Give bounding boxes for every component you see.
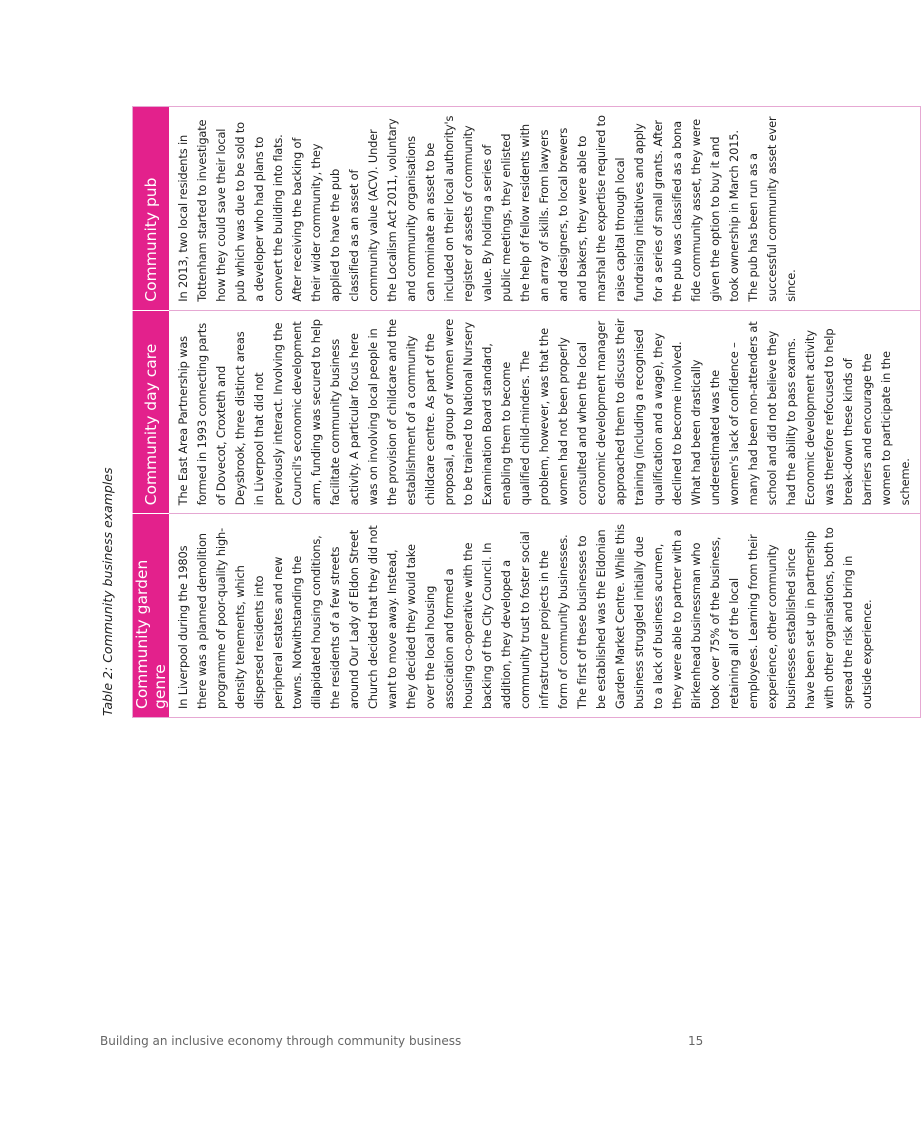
table-row (169, 107, 921, 718)
cell-community-day-care: The East Area Partnership was formed in 1993 connecting parts of Dovecot, Croxteth and Deysbrook, three distinct areas in Liverpool that did not previously interact. Involving the Council's economic development arm, funding was secured to help facilitate community business activity. A particular focus here was on involving local people in the provision of childcare and the establishment of a community childcare centre. As part of the proposal, a group of women were to be trained to National Nursery Examination Board standard, enabling them to become qualified child-minders. The problem, however, was that the women had not been properly consulted and when the local economic development manager approached them to discuss their training (including a recognised qualification and a wage), they declined to become involved. What had been drastically underestimated was the women's lack of confidence – many had been non-attenders at school and did not believe they had the ability to pass exams. Economic development activity was therefore refocused to help break-down these kinds of barriers and encourage the women to participate in the scheme. (169, 310, 921, 514)
table-caption: Table 2: Community business examples (100, 467, 115, 716)
header-community-garden-genre: Community garden genre (133, 514, 170, 718)
community-business-table (132, 106, 921, 718)
header-community-day-care: Community day care (133, 310, 170, 514)
cell-community-pub: In 2013, two local residents in Tottenham started to investigate how they could save their local pub which was due to be sold to a developer who had plans to convert the building into flats. After receiving the backing of their wider community, they applied to have the pub classified as an asset of community value (ACV). Under the Localism Act 2011, voluntary and community organisations can nominate an asset to be included on their local authority's register of assets of community value. By holding a series of public meetings, they enlisted the help of fellow residents with an array of skills. From lawyers and designers, to local brewers and bakers, they were able to marshal the expertise required to raise capital through local fundraising initiatives and apply for a series of small grants. After the pub was classified as a bona fide community asset, they were given the option to buy it and took ownership in March 2015. The pub has been run as a successful community asset ever since. (176, 115, 798, 302)
cell-community-garden-genre: In Liverpool during the 1980s there was a planned demolition programme of poor-quality high-density tenements, which dispersed residents into peripheral estates and new towns. Notwithstanding the dilapidated housing conditions, the residents of a few streets around Our Lady of Eldon Street Church decided that they did not want to move away. Instead, they decided they would take over the local housing association and formed a housing co-operative with the backing of the City Council. In addition, they developed a community trust to foster social infrastructure projects in the form of community businesses. The first of these businesses to be established was the Eldonian Garden Market Centre. While this business struggled initially due to a lack of business acumen, they were able to partner with a Birkenhead businessman who took over 75% of the business, retaining all of the local employees. Learning from their experience, other community businesses established since have been set up in partnership with other organisations, both to spread the risk and bring in outside experience. (169, 514, 921, 718)
table-header-row (133, 107, 170, 718)
footer-document-title: Building an inclusive economy through community business (100, 1034, 462, 1048)
header-community-pub: Community pub (133, 107, 170, 311)
footer-page-number: 15 (688, 1034, 704, 1048)
rotated-table-container (100, 106, 912, 718)
